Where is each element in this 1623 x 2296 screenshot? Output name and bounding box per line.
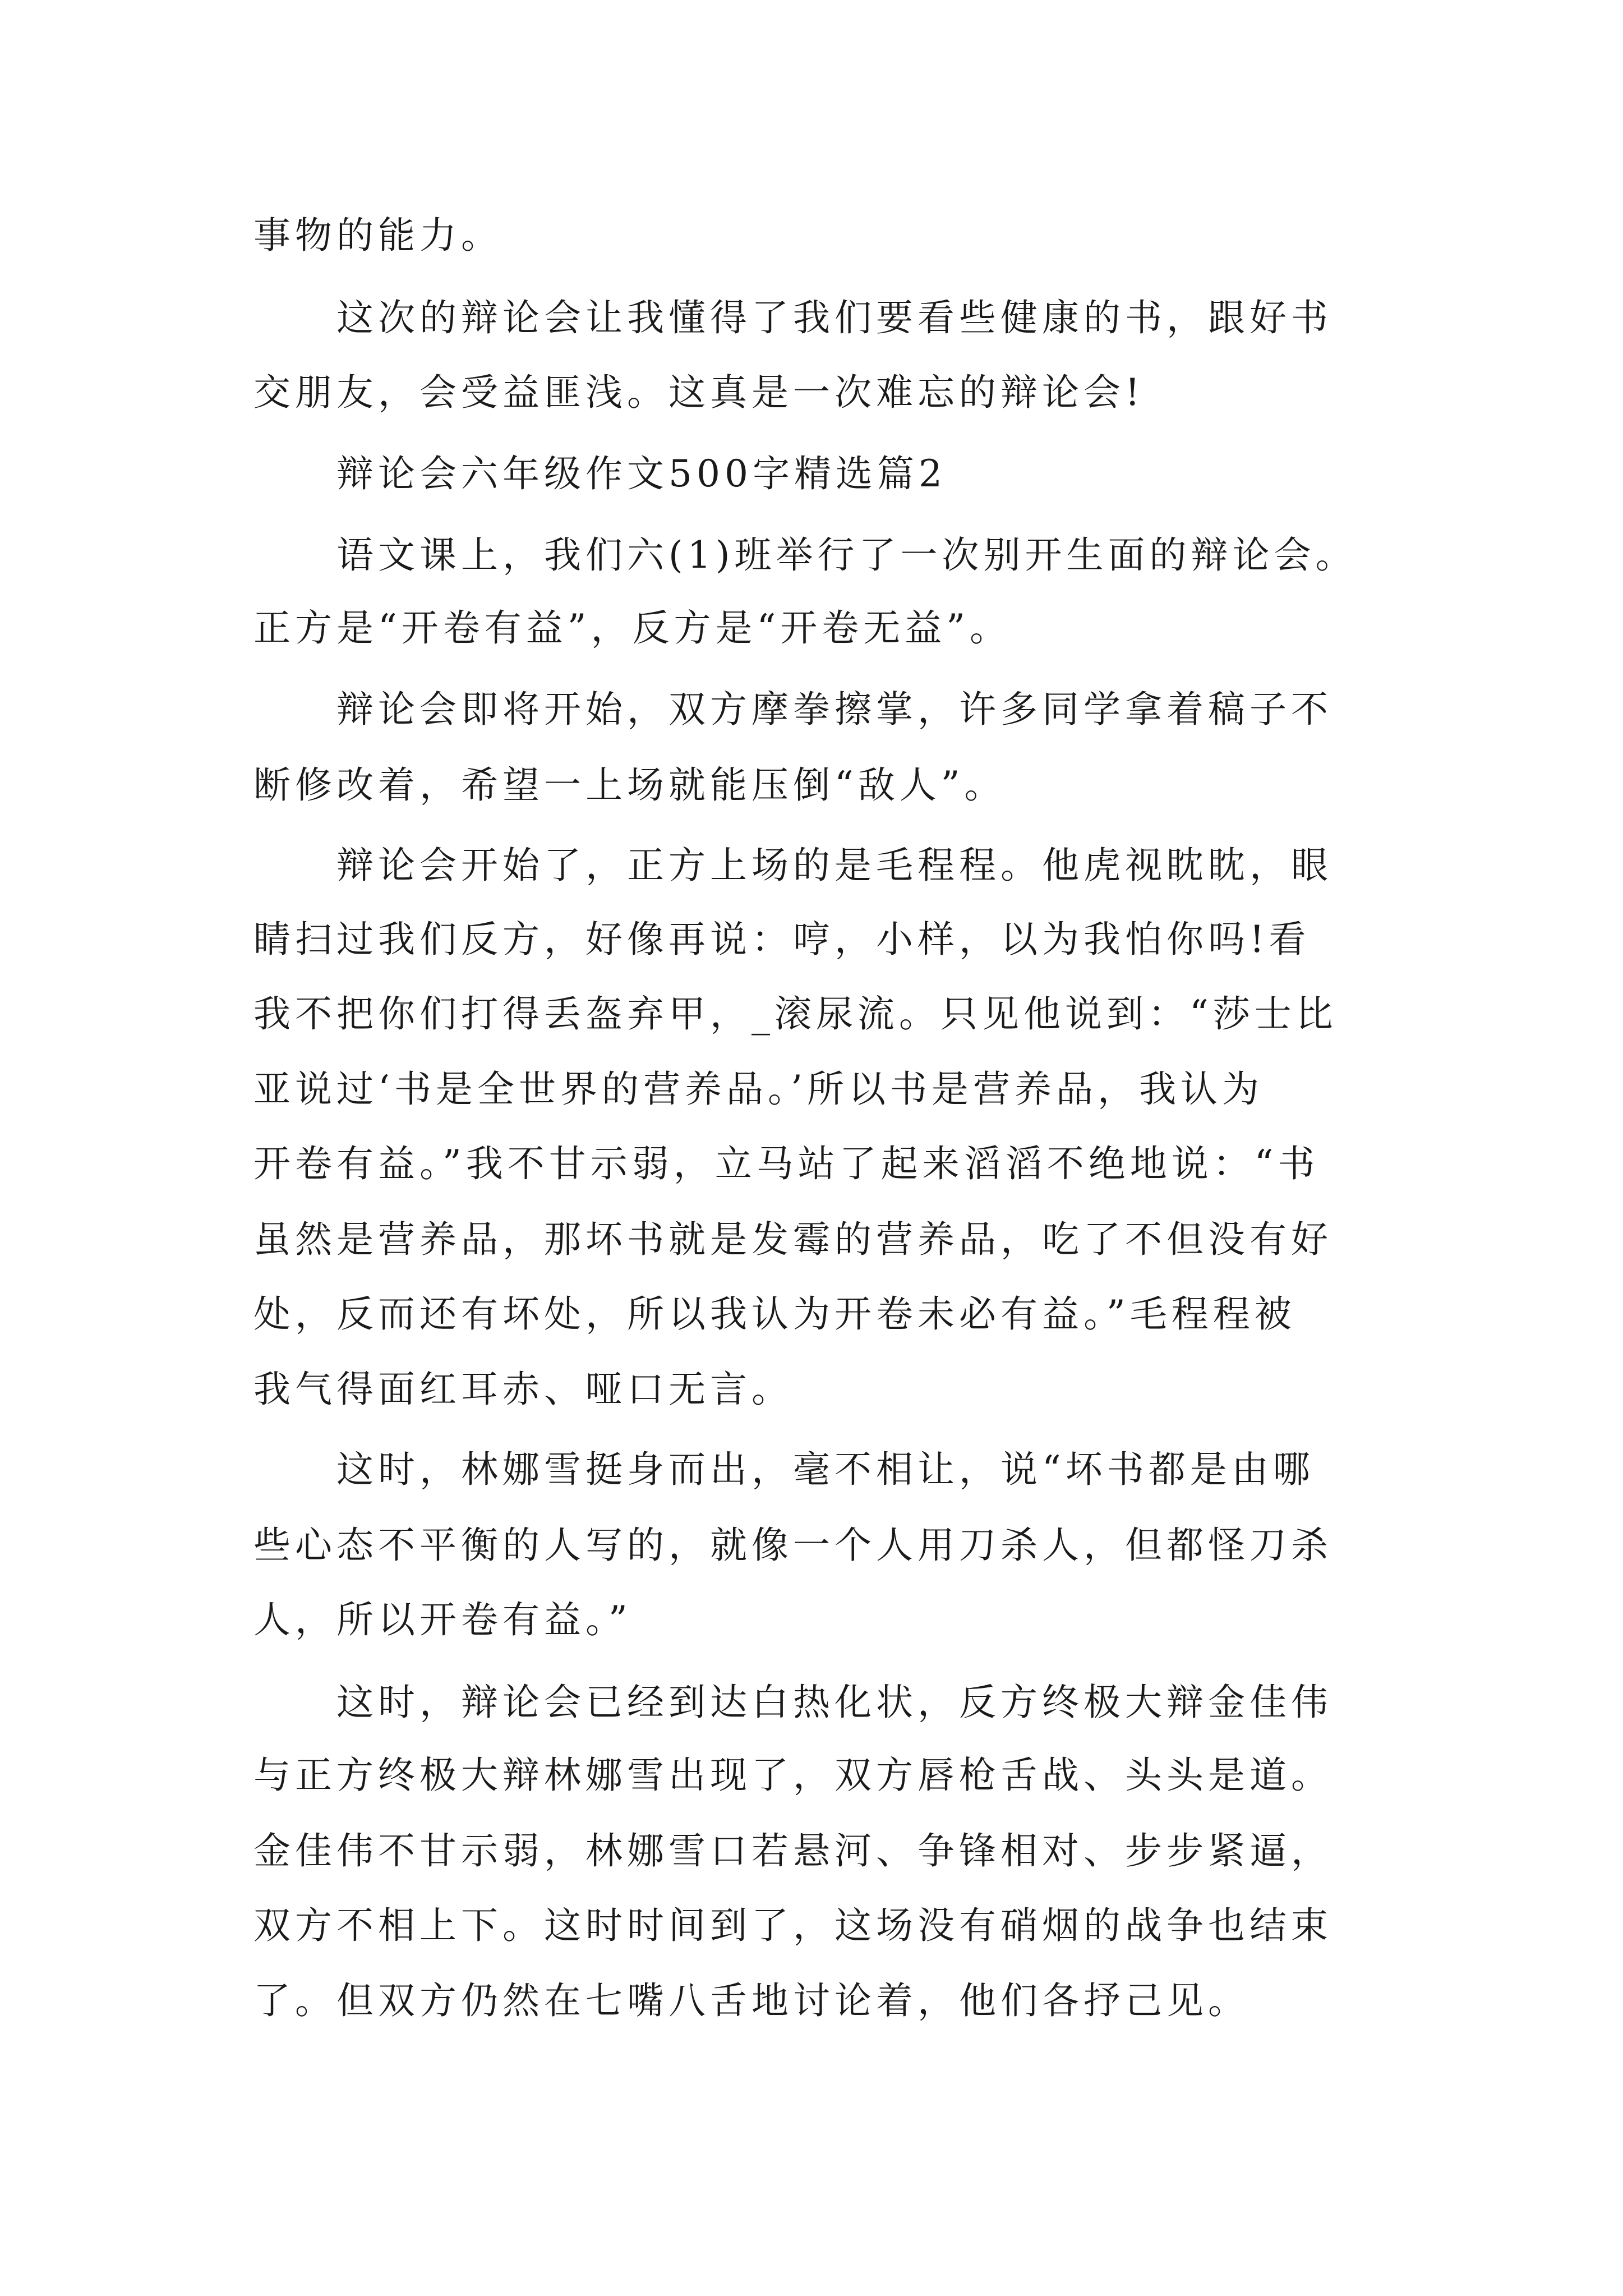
text-line: 正方是“开卷有益”，反方是“开卷无益”。 — [253, 606, 1011, 650]
text-line: 辩论会即将开始，双方摩拳擦掌，许多同学拿着稿子不 — [336, 688, 1332, 731]
text-line: 交朋友，会受益匪浅。这真是一次难忘的辩论会! — [253, 371, 1145, 414]
text-line: 金佳伟不甘示弱，林娜雪口若悬河、争锋相对、步步紧逼， — [253, 1829, 1332, 1872]
text-line: 与正方终极大辩林娜雪出现了，双方唇枪舌战、头头是道。 — [253, 1754, 1332, 1797]
text-line: 这时，林娜雪挺身而出，毫不相让，说“坏书都是由哪 — [336, 1448, 1315, 1491]
text-line: 这时，辩论会已经到达白热化状，反方终极大辩金佳伟 — [336, 1681, 1332, 1724]
text-line: 处，反而还有坏处，所以我认为开卷未必有益。”毛程程被 — [253, 1292, 1296, 1336]
text-line: 我气得面红耳赤、哑口无言。 — [253, 1368, 793, 1411]
text-line: 这次的辩论会让我懂得了我们要看些健康的书，跟好书 — [336, 296, 1332, 339]
text-line: 语文课上，我们六(1)班举行了一次别开生面的辩论会。 — [336, 533, 1357, 577]
text-line: 双方不相上下。这时时间到了，这场没有硝烟的战争也结束 — [253, 1904, 1332, 1947]
text-line: 睛扫过我们反方，好像再说：哼，小样，以为我怕你吗!看 — [253, 918, 1311, 961]
text-line: 事物的能力。 — [253, 214, 502, 257]
text-line: 些心态不平衡的人写的，就像一个人用刀杀人，但都怪刀杀 — [253, 1524, 1332, 1567]
section-heading: 辩论会六年级作文500字精选篇2 — [336, 452, 947, 495]
text-line: 辩论会开始了，正方上场的是毛程程。他虎视眈眈，眼 — [336, 844, 1332, 887]
text-line: 断修改着，希望一上场就能压倒“敌人”。 — [253, 763, 1006, 807]
text-line: 人，所以开卷有益。” — [253, 1598, 632, 1641]
text-line: 我不把你们打得丢盔弃甲，_滚尿流。只见他说到：“莎士比 — [253, 992, 1338, 1036]
text-line: 开卷有益。”我不甘示弱，立马站了起来滔滔不绝地说：“书 — [253, 1142, 1320, 1185]
text-line: 了。但双方仍然在七嘴八舌地讨论着，他们各抒己见。 — [253, 1979, 1249, 2022]
text-line: 虽然是营养品，那坏书就是发霉的营养品，吃了不但没有好 — [253, 1218, 1332, 1261]
text-line: 亚说过‘书是全世界的营养品。’所以书是营养品，我认为 — [253, 1068, 1264, 1111]
